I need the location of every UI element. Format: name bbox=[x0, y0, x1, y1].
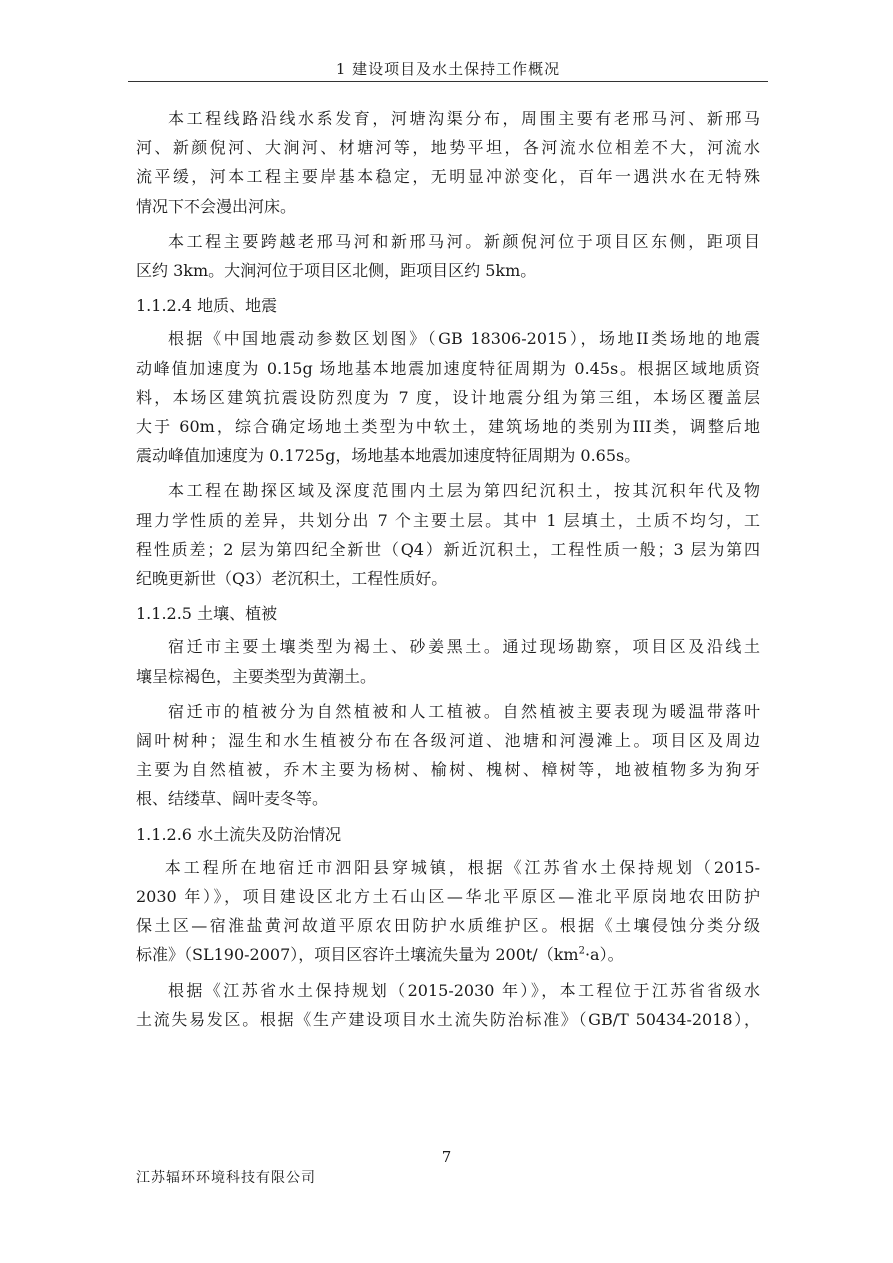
line: 本工程在勘探区域及深度范围内土层为第四纪沉积土，按其沉积年代及物 bbox=[168, 481, 760, 501]
line: 本工程线路沿线水系发育，河塘沟渠分布，周围主要有老邢马河、新邢马 bbox=[168, 109, 760, 128]
section-heading-geology: 1.1.2.4 地质、地震 bbox=[136, 296, 278, 316]
section-heading-soil-vegetation: 1.1.2.5 土壤、植被 bbox=[136, 604, 278, 624]
line: 区约 3km。大涧河位于项目区北侧，距项目区约 5km。 bbox=[136, 261, 537, 281]
line: 根、结缕草、阔叶麦冬等。 bbox=[136, 789, 329, 809]
line bbox=[136, 940, 760, 969]
line: 宿迁市主要土壤类型为褐土、砂姜黑土。通过现场勘察，项目区及沿线土 bbox=[168, 637, 760, 657]
paragraph-erosion-prone-area bbox=[136, 976, 760, 1034]
line: 保土区—宿淮盐黄河故道平原农田防护水质维护区。根据《土壤侵蚀分类分级 bbox=[136, 916, 760, 936]
line: 动峰值加速度为 0.15g 场地基本地震加速度特征周期为 0.45s。根据区域地质资 bbox=[136, 358, 760, 378]
line: 程性质差；2 层为第四纪全新世（Q4）新近沉积土，工程性质一般；3 层为第四 bbox=[136, 539, 760, 559]
line-text: 标准》（SL190-2007），项目区容许土壤流失量为 200t/（km bbox=[136, 945, 579, 965]
section-heading-soil-erosion: 1.1.2.6 水土流失及防治情况 bbox=[136, 824, 342, 844]
paragraph-soil-types bbox=[136, 632, 760, 690]
line: 料，本场区建筑抗震设防烈度为 7 度，设计地震分组为第三组，本场区覆盖层 bbox=[136, 387, 760, 407]
paragraph-river-crossing bbox=[136, 227, 760, 285]
line: 震动峰值加速度为 0.1725g，场地基本地震加速度特征周期为 0.65s。 bbox=[136, 446, 641, 466]
paragraph-vegetation bbox=[136, 697, 760, 814]
line: 土流失易发区。根据《生产建设项目水土流失防治标准》（GB/T 50434-2018）， bbox=[136, 1009, 760, 1029]
paragraph-seismic bbox=[136, 324, 760, 470]
line: 纪晚更新世（Q3）老沉积土，工程性质好。 bbox=[136, 569, 448, 589]
footer-company: 江苏辐环环境科技有限公司 bbox=[136, 1170, 316, 1186]
header-rule bbox=[128, 81, 768, 82]
line: 阔叶树种；湿生和水生植被分布在各级河道、池塘和河漫滩上。项目区及周边 bbox=[136, 731, 760, 751]
line: 主要为自然植被，乔木主要为杨树、榆树、槐树、樟树等，地被植物多为狗牙 bbox=[136, 760, 760, 780]
line: 宿迁市的植被分为自然植被和人工植被。自然植被主要表现为暖温带落叶 bbox=[168, 701, 760, 721]
document-body bbox=[136, 104, 760, 1040]
running-header: 1 建设项目及水土保持工作概况 bbox=[335, 60, 561, 78]
paragraph-soil-layers bbox=[136, 476, 760, 593]
line: 壤呈棕褐色，主要类型为黄潮土。 bbox=[136, 666, 377, 686]
line: 根据《中国地震动参数区划图》（GB 18306-2015），场地II类场地的地震 bbox=[168, 329, 760, 349]
line: 本工程主要跨越老邢马河和新邢马河。新颜倪河位于项目区东侧，距项目 bbox=[168, 231, 760, 251]
page-number: 7 bbox=[441, 1148, 452, 1166]
line: 理力学性质的差异，共划分出 7 个主要土层。其中 1 层填土，土质不均匀，工 bbox=[136, 510, 760, 530]
line: 情况下不会漫出河床。 bbox=[136, 196, 297, 216]
line: 2030 年）》，项目建设区北方土石山区—华北平原区—淮北平原岗地农田防护 bbox=[136, 887, 760, 907]
superscript: 2 bbox=[578, 946, 585, 958]
line: 流平缓，河本工程主要岸基本稳定，无明显冲淤变化，百年一遇洪水在无特殊 bbox=[136, 167, 760, 187]
line: 根据《江苏省水土保持规划（2015-2030 年）》，本工程位于江苏省省级水 bbox=[168, 980, 760, 1000]
line: 本工程所在地宿迁市泗阳县穿城镇，根据《江苏省水土保持规划（2015- bbox=[164, 857, 760, 877]
line: 河、新颜倪河、大涧河、材塘河等，地势平坦，各河流水位相差不大，河流水 bbox=[136, 138, 760, 158]
line-text: ·a）。 bbox=[584, 945, 624, 965]
paragraph-water-system bbox=[136, 104, 760, 221]
line: 大于 60m，综合确定场地土类型为中软土，建筑场地的类别为III类，调整后地 bbox=[136, 417, 760, 437]
paragraph-erosion-zoning bbox=[136, 853, 760, 970]
